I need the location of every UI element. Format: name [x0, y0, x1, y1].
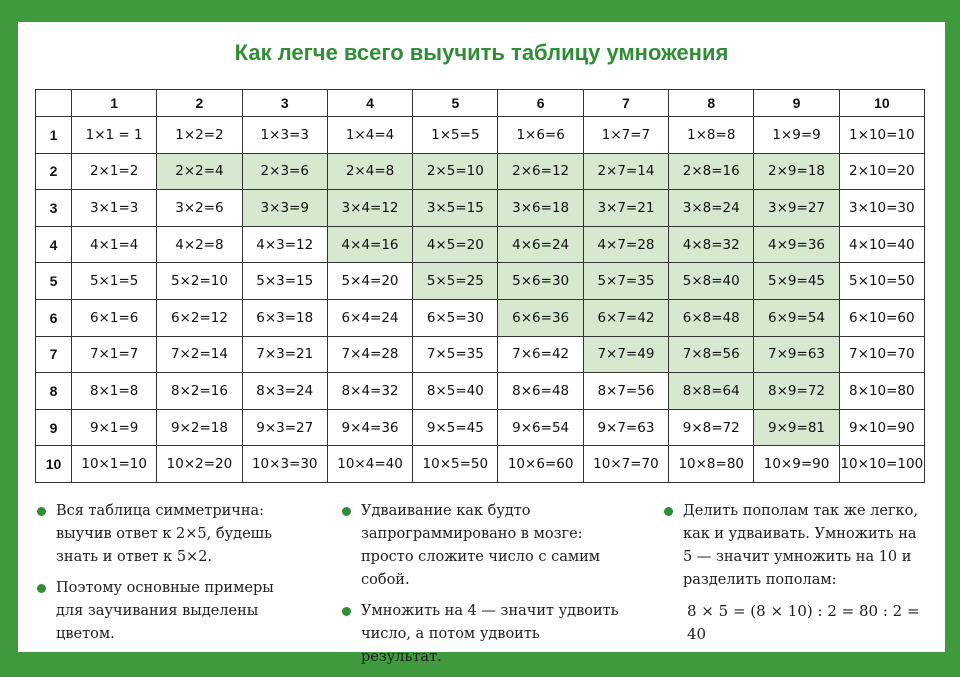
- table-row: [36, 226, 925, 263]
- table-cell: 6×2=12: [157, 299, 242, 336]
- table-cell: 6×8=48: [669, 299, 754, 336]
- table-row: [36, 446, 925, 483]
- table-cell: 7×9=63: [754, 336, 839, 373]
- row-header: 2: [36, 153, 72, 190]
- table-cell: 9×10=90: [839, 409, 924, 446]
- table-cell: 9×8=72: [669, 409, 754, 446]
- table-cell: 6×1=6: [72, 299, 157, 336]
- table-cell: 5×3=15: [242, 263, 327, 300]
- table-cell: 10×8=80: [669, 446, 754, 483]
- table-cell: 4×4=16: [327, 226, 412, 263]
- table-cell: 2×9=18: [754, 153, 839, 190]
- row-header: 8: [36, 373, 72, 410]
- table-cell: 3×7=21: [583, 190, 668, 227]
- table-cell: 3×10=30: [839, 190, 924, 227]
- table-cell: 1×3=3: [242, 117, 327, 154]
- table-cell: 8×8=64: [669, 373, 754, 410]
- table-cell: 10×1=10: [72, 446, 157, 483]
- column-header: 6: [498, 90, 583, 117]
- table-cell: 4×6=24: [498, 226, 583, 263]
- table-cell: 5×1=5: [72, 263, 157, 300]
- table-cell: 5×4=20: [327, 263, 412, 300]
- table-cell: 4×9=36: [754, 226, 839, 263]
- table-cell: 1×5=5: [413, 117, 498, 154]
- row-header: 4: [36, 226, 72, 263]
- table-cell: 3×4=12: [327, 190, 412, 227]
- column-header: 2: [157, 90, 242, 117]
- table-cell: 6×10=60: [839, 299, 924, 336]
- tip-item: Делить пополам так же легко, как и удваивать. Умножить на 5 — значит умножить на 10 и разделить пополам:: [662, 500, 930, 592]
- table-cell: 9×3=27: [242, 409, 327, 446]
- header-row: [36, 90, 925, 117]
- table-cell: 2×10=20: [839, 153, 924, 190]
- table-cell: 1×4=4: [327, 117, 412, 154]
- table-cell: 5×8=40: [669, 263, 754, 300]
- table-row: [36, 336, 925, 373]
- table-cell: 3×9=27: [754, 190, 839, 227]
- table-cell: 9×7=63: [583, 409, 668, 446]
- column-header: 10: [839, 90, 924, 117]
- table-cell: 4×10=40: [839, 226, 924, 263]
- table-cell: 3×5=15: [413, 190, 498, 227]
- multiplication-card: [18, 22, 945, 665]
- table-cell: 7×3=21: [242, 336, 327, 373]
- row-header: 3: [36, 190, 72, 227]
- tips-section: [35, 500, 930, 665]
- table-cell: 1×10=10: [839, 117, 924, 154]
- table-cell: 10×3=30: [242, 446, 327, 483]
- table-cell: 1×1 = 1: [72, 117, 157, 154]
- table-cell: 10×10=100: [839, 446, 924, 483]
- table-cell: 9×2=18: [157, 409, 242, 446]
- bullet-icon: [37, 507, 46, 516]
- table-cell: 1×7=7: [583, 117, 668, 154]
- column-header: 4: [327, 90, 412, 117]
- table-row: [36, 153, 925, 190]
- row-header: 5: [36, 263, 72, 300]
- column-header: 1: [72, 90, 157, 117]
- tip-item: Поэтому основные примеры для заучивания выделены цветом.: [35, 577, 297, 646]
- table-cell: 3×1=3: [72, 190, 157, 227]
- table-cell: 6×6=36: [498, 299, 583, 336]
- table-cell: 2×1=2: [72, 153, 157, 190]
- row-header: 7: [36, 336, 72, 373]
- tip-item: Удваивание как будто запрограммировано в мозге: просто сложите число с самим собой.: [340, 500, 625, 592]
- table-cell: 4×1=4: [72, 226, 157, 263]
- table-cell: 3×2=6: [157, 190, 242, 227]
- table-cell: 2×4=8: [327, 153, 412, 190]
- table-cell: 1×8=8: [669, 117, 754, 154]
- table-row: [36, 263, 925, 300]
- table-cell: 2×2=4: [157, 153, 242, 190]
- table-cell: 7×7=49: [583, 336, 668, 373]
- table-cell: 9×9=81: [754, 409, 839, 446]
- table-cell: 5×10=50: [839, 263, 924, 300]
- table-cell: 5×9=45: [754, 263, 839, 300]
- table-cell: 6×4=24: [327, 299, 412, 336]
- table-cell: 8×9=72: [754, 373, 839, 410]
- table-cell: 2×3=6: [242, 153, 327, 190]
- row-header: 10: [36, 446, 72, 483]
- corner-cell: [36, 90, 72, 117]
- table-cell: 8×6=48: [498, 373, 583, 410]
- table-cell: 8×2=16: [157, 373, 242, 410]
- row-header: 6: [36, 299, 72, 336]
- table-cell: 2×8=16: [669, 153, 754, 190]
- multiplication-table: [35, 89, 925, 483]
- column-header: 5: [413, 90, 498, 117]
- row-header: 9: [36, 409, 72, 446]
- table-cell: 1×6=6: [498, 117, 583, 154]
- table-cell: 7×10=70: [839, 336, 924, 373]
- table-row: [36, 373, 925, 410]
- table-cell: 7×1=7: [72, 336, 157, 373]
- page-title: Как легче всего выучить таблицу умножения: [234, 40, 729, 65]
- column-header: 7: [583, 90, 668, 117]
- table-cell: 8×4=32: [327, 373, 412, 410]
- table-cell: 7×6=42: [498, 336, 583, 373]
- tip-item: Умножить на 4 — значит удвоить число, а потом удвоить результат.: [340, 600, 625, 669]
- table-cell: 10×2=20: [157, 446, 242, 483]
- table-cell: 5×2=10: [157, 263, 242, 300]
- table-cell: 6×9=54: [754, 299, 839, 336]
- table-cell: 4×8=32: [669, 226, 754, 263]
- row-header: 1: [36, 117, 72, 154]
- table-cell: 3×8=24: [669, 190, 754, 227]
- tips-column-1: [35, 500, 297, 654]
- column-header: 9: [754, 90, 839, 117]
- table-cell: 5×5=25: [413, 263, 498, 300]
- table-cell: 6×5=30: [413, 299, 498, 336]
- table-cell: 4×2=8: [157, 226, 242, 263]
- table-cell: 3×6=18: [498, 190, 583, 227]
- table-cell: 5×7=35: [583, 263, 668, 300]
- table-cell: 10×6=60: [498, 446, 583, 483]
- table-cell: 8×1=8: [72, 373, 157, 410]
- table-cell: 4×3=12: [242, 226, 327, 263]
- bullet-icon: [664, 507, 673, 516]
- table-cell: 4×7=28: [583, 226, 668, 263]
- bullet-icon: [37, 584, 46, 593]
- table-cell: 10×9=90: [754, 446, 839, 483]
- tips-column-3: [662, 500, 930, 646]
- table-cell: 4×5=20: [413, 226, 498, 263]
- table-cell: 2×5=10: [413, 153, 498, 190]
- table-cell: 7×2=14: [157, 336, 242, 373]
- table-cell: 8×3=24: [242, 373, 327, 410]
- table-cell: 2×6=12: [498, 153, 583, 190]
- table-cell: 5×6=30: [498, 263, 583, 300]
- table-cell: 7×5=35: [413, 336, 498, 373]
- table-cell: 1×2=2: [157, 117, 242, 154]
- table-cell: 7×8=56: [669, 336, 754, 373]
- table-row: [36, 117, 925, 154]
- tip-item: Вся таблица симметрична: выучив ответ к 2×5, будешь знать и ответ к 5×2.: [35, 500, 297, 569]
- table-cell: 3×3=9: [242, 190, 327, 227]
- bullet-icon: [342, 507, 351, 516]
- table-cell: 8×5=40: [413, 373, 498, 410]
- table-cell: 1×9=9: [754, 117, 839, 154]
- table-cell: 7×4=28: [327, 336, 412, 373]
- table-cell: 10×7=70: [583, 446, 668, 483]
- example-formula: 8 × 5 = (8 × 10) : 2 = 80 : 2 = 40: [687, 602, 920, 643]
- bullet-icon: [342, 607, 351, 616]
- table-row: [36, 299, 925, 336]
- table-row: [36, 190, 925, 227]
- table-cell: 9×1=9: [72, 409, 157, 446]
- tips-column-2: [340, 500, 625, 677]
- column-header: 3: [242, 90, 327, 117]
- table-cell: 8×7=56: [583, 373, 668, 410]
- table-cell: 6×7=42: [583, 299, 668, 336]
- table-cell: 8×10=80: [839, 373, 924, 410]
- table-cell: 9×6=54: [498, 409, 583, 446]
- table-cell: 10×4=40: [327, 446, 412, 483]
- table-cell: 9×4=36: [327, 409, 412, 446]
- table-cell: 9×5=45: [413, 409, 498, 446]
- table-row: [36, 409, 925, 446]
- column-header: 8: [669, 90, 754, 117]
- table-cell: 6×3=18: [242, 299, 327, 336]
- table-cell: 10×5=50: [413, 446, 498, 483]
- table-cell: 2×7=14: [583, 153, 668, 190]
